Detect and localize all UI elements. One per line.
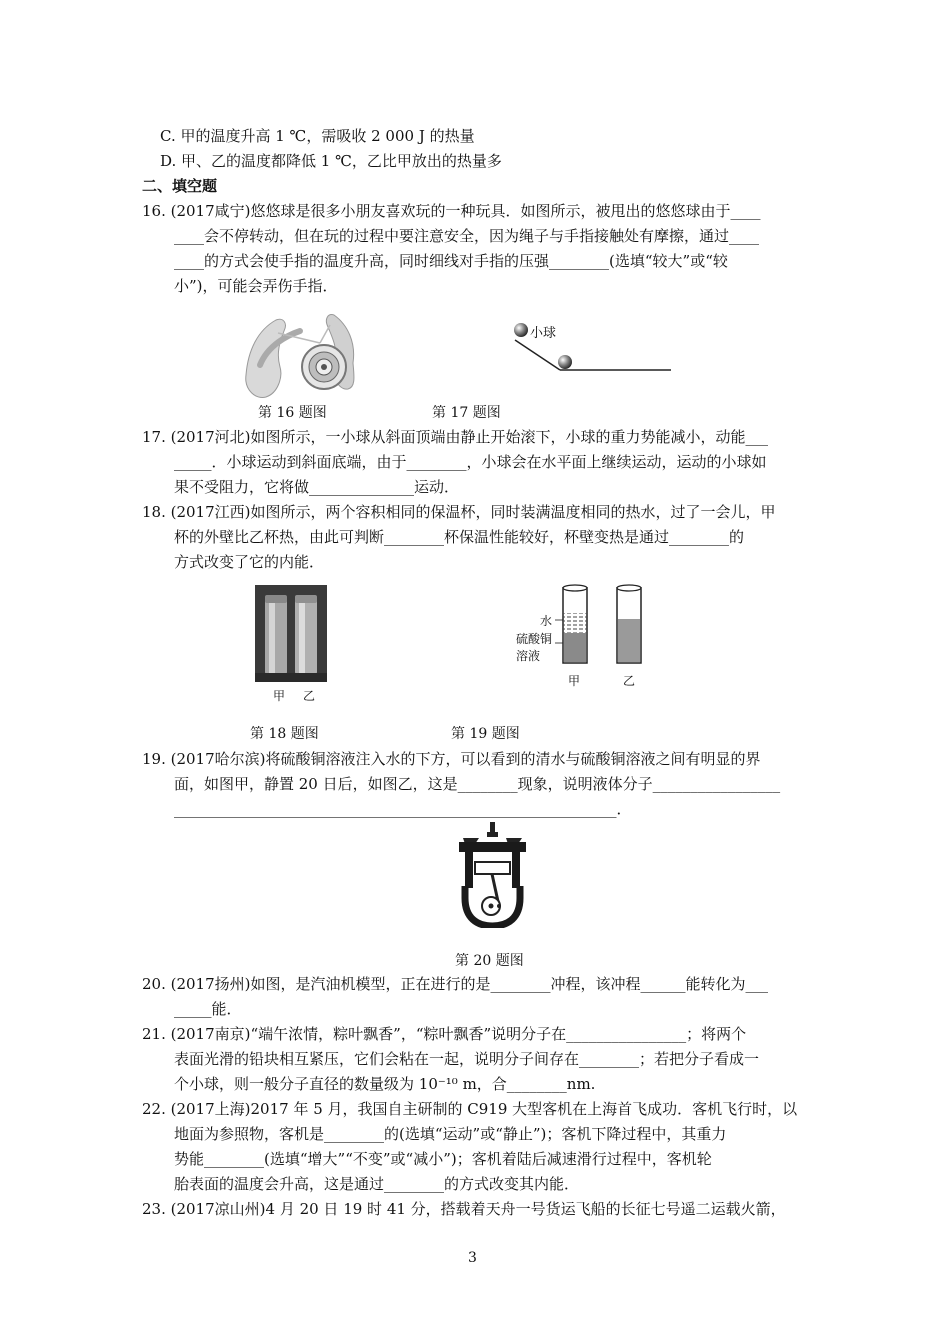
q17-line2: _____．小球运动到斜面底端，由于________，小球会在水平面上继续运动，运动的小球如 (174, 453, 767, 471)
fig16-caption: 第 16 题图 (258, 405, 327, 421)
fig19-label-water: 水 (540, 614, 553, 628)
page-number: 3 (468, 1250, 477, 1266)
fig19-label-cuso4-line1: 硫酸铜 (516, 632, 553, 646)
q21-line1: 21. (2017南京)“端午浓情，粽叶飘香”，“粽叶飘香”说明分子在________________；将两个 (142, 1025, 747, 1043)
q18-line2: 杯的外壁比乙杯热，由此可判断________杯保温性能较好，杯壁变热是通过________的 (174, 528, 745, 546)
q22-line2: 地面为参照物，客机是________的(选填“运动”或“静止”)；客机下降过程中，其重力 (174, 1125, 727, 1143)
q23-line1: 23. (2017凉山州)4 月 20 日 19 时 41 分，搭载着天舟一号货运飞船的长征七号遥二运载火箭， (142, 1200, 786, 1218)
q20-line1: 20. (2017扬州)如图，是汽油机模型，正在进行的是________冲程，该冲程______能转化为___ (142, 975, 769, 993)
q19-line1: 19. (2017哈尔滨)将硫酸铜溶液注入水的下方，可以看到的清水与硫酸铜溶液之间有明显的界 (142, 750, 761, 768)
q22-line4: 胎表面的温度会升高，这是通过________的方式改变其内能． (174, 1175, 580, 1193)
fig17-caption: 第 17 题图 (432, 405, 501, 421)
option-d: D. 甲、乙的温度都降低 1 ℃，乙比甲放出的热量多 (160, 152, 502, 170)
fig18-caption: 第 18 题图 (250, 726, 319, 742)
q19-line2: 面，如图甲，静置 20 日后，如图乙，这是________现象，说明液体分子_________________ (174, 775, 781, 793)
yoyo-hands-figure (238, 305, 368, 400)
fig18-label-jia: 甲 (273, 689, 286, 703)
q16-line2: ____会不停转动，但在玩的过程中要注意安全，因为绳子与手指接触处有摩擦，通过____ (174, 227, 760, 245)
q18-line1: 18. (2017江西)如图所示，两个容积相同的保温杯，同时装满温度相同的热水，过了一会儿，甲 (142, 503, 776, 521)
section-title: 二、填空题 (142, 177, 218, 195)
fig17-ball-label: 小球 (530, 326, 557, 341)
diffusion-tubes-figure (555, 583, 655, 668)
q17-line3: 果不受阻力，它将做______________运动． (174, 478, 460, 496)
fig18-label-yi: 乙 (303, 689, 316, 703)
q17-line1: 17. (2017河北)如图所示，一小球从斜面顶端由静止开始滚下，小球的重力势能减小，动能___ (142, 428, 769, 446)
q22-line3: 势能________(选填“增大”“不变”或“减小”)；客机着陆后减速滑行过程中，客机轮 (174, 1150, 712, 1168)
q22-line1: 22. (2017上海)2017 年 5 月，我国自主研制的 C919 大型客机在上海首飞成功．客机飞行时，以 (142, 1100, 798, 1118)
q16-line1: 16. (2017咸宁)悠悠球是很多小朋友喜欢玩的一种玩具．如图所示，被甩出的悠悠球由于____ (142, 202, 761, 220)
q21-line3: 个小球，则一般分子直径的数量级为 10⁻¹⁰ m，合________nm. (174, 1075, 596, 1093)
q20-line2: _____能． (174, 1000, 242, 1018)
q16-line3: ____的方式会使手指的温度升高，同时细线对手指的压强________(选填“较大”或“较 (174, 252, 728, 270)
q19-line3: ___________________________________________________________． (174, 800, 632, 818)
q21-line2: 表面光滑的铅块相互紧压，它们会粘在一起，说明分子间存在________；若把分子看成一 (174, 1050, 760, 1068)
fig19-caption: 第 19 题图 (451, 726, 520, 742)
fig20-caption: 第 20 题图 (455, 953, 524, 969)
fig19-label-jia: 甲 (568, 674, 581, 688)
gasoline-engine-figure (455, 820, 530, 928)
q16-line4: 小”)，可能会弄伤手指． (174, 277, 338, 295)
q18-line3: 方式改变了它的内能． (174, 553, 325, 571)
fig19-label-yi: 乙 (623, 674, 636, 688)
fig19-label-cuso4-line2: 溶液 (516, 649, 541, 663)
thermos-cups-photo (255, 585, 327, 682)
option-c: C. 甲的温度升高 1 ℃，需吸收 2 000 J 的热量 (160, 127, 475, 145)
